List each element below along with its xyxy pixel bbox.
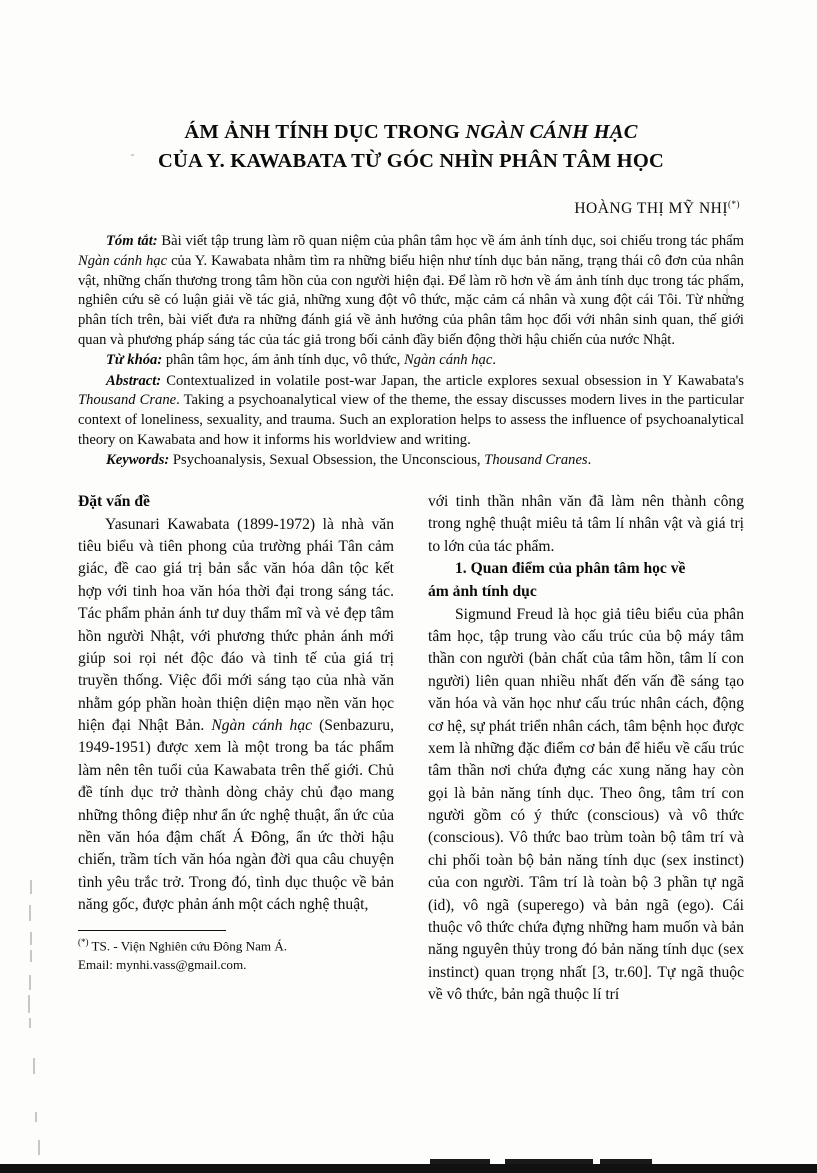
scan-artifact-mark [38,1140,40,1155]
left-col-p1-text-1: Yasunari Kawabata (1899-1972) là nhà văn tiêu biểu và tiên phong của trường phái Tân cảm giác, đề cao giá trị bản sắc văn hóa dân tộc kết hợp với tinh hoa văn hóa thời đại trong sáng tác. Tác phẩm phản ánh tư duy thẩm mĩ và vẻ đẹp tâm hồn người Nhật, với phương thức phản ánh mới giúp soi rọi nét độc đáo và tinh tế của giá trị truyền thống. Việc đổi mới sáng tạo của nhà văn nhằm góp phần hoàn thiện diện mạo nền văn học hiện đại Nhật Bản. [78,515,394,735]
scan-bottom-nick [505,1159,593,1164]
section-heading-1-line-2: ám ảnh tính dục [428,582,537,600]
author-footnote-marker: (*) [728,199,740,210]
keywords-english [78,451,744,471]
footnote-line-1 [78,936,336,956]
title-line-1-plain: ÁM ẢNH TÍNH DỤC TRONG [184,121,466,143]
article-title [78,0,744,176]
abstract-english [78,372,744,451]
keywords-vi-label: Từ khóa: [106,352,163,369]
keywords-en-work-title: Thousand Cranes [484,452,588,469]
scan-bottom-nick [430,1159,490,1164]
right-column-paragraph-1: Sigmund Freud là học giả tiêu biểu của phân tâm học, tập trung vào cấu trúc của bộ máy tâm thần con người (bản chất của tâm hồn, tâm lí con người) liên quan nhiều nhất đến vấn đề sáng tạo văn hóa và văn học như cấu trúc nhân cách, động cơ hệ, sự phát triển nhân cách, tâm bệnh học được xem là những đặc điểm cơ bản để hiểu về cấu trúc tâm thần nơi chứa đựng các xung năng hay còn gọi là bản năng tính dục. Theo ông, tâm trí con người gồm có ý thức (conscious) và vô thức (conscious). Vô thức bao trùm toàn bộ tâm trí và chi phối toàn bộ bản năng tính dục (sex instinct) của con người. Tâm trí là toàn bộ 3 phần tự ngã (id), vô ngã (superego) và bản ngã (ego). Cái thuộc vô thức chứa đựng những ham muốn và bản năng nguyên thủy trong đó bản năng tính dục (sex instinct) quan trọng nhất [3, tr.60]. Tự ngã thuộc về vô thức, bản ngã thuộc lí trí [428,605,744,1004]
right-column [428,491,744,1007]
scan-bottom-nick [600,1159,652,1164]
abstract-vi-label: Tóm tắt: [106,233,158,250]
section-heading-dat-van-de: Đặt vấn đề [78,492,150,510]
abstract-en-work-title: Thousand Crane [78,392,177,409]
abstract-en-label: Abstract: [106,372,162,389]
title-line-2: CỦA Y. KAWABATA TỪ GÓC NHÌN PHÂN TÂM HỌC [158,150,664,173]
keywords-en-text-1: Psychoanalysis, Sexual Obsession, the Unconscious, [169,452,485,469]
keywords-vi-work-title: Ngàn cánh hạc [403,352,493,369]
body-columns [78,491,744,1007]
right-column-paragraph-continued: với tinh thần nhân văn đã làm nên thành công trong nghệ thuật miêu tả tâm lí nhân vật và giá trị to lớn của tác phẩm. [428,492,744,555]
scan-artifact-mark [28,995,30,1013]
footnote-block [78,930,336,975]
abstract-vi-text-1: Bài viết tập trung làm rõ quan niệm của phân tâm học về ám ảnh tính dục, soi chiếu trong tác phẩm [157,233,744,250]
left-col-p1-work-title: Ngàn cánh hạc [211,717,313,735]
abstract-section [78,232,744,471]
left-column [78,491,394,1007]
abstract-en-text-1: Contextualized in volatile post-war Japan, the article explores sexual obsession in Y Kawabata's [161,372,744,389]
author-byline [78,199,744,218]
page-content [78,0,744,1006]
abstract-vietnamese [78,232,744,350]
scan-artifact-mark [30,932,32,945]
title-line-1-italic-work: NGÀN CÁNH HẠC [465,121,638,143]
keywords-vietnamese [78,351,744,371]
keywords-en-text-2: . [587,452,592,469]
title-line-1 [78,118,744,147]
keywords-vi-text-1: phân tâm học, ám ảnh tính dục, vô thức, [162,352,404,369]
scan-artifact-mark [29,1018,31,1028]
scan-artifact-mark [30,880,32,894]
abstract-vi-text-2: của Y. Kawabata nhằm tìm ra những biểu hiện như tính dục bản năng, trạng thái cô đơn của nhân vật, những chấn thương trong tâm hồn của con người hiện đại. Để làm rõ hơn về ám ảnh tính dục trong tác phẩm, nghiên cứu sẽ có luận giải về tác giả, những xung đột vô thức, mặc cảm cá nhân và xung đột cái Tôi. Từ những phân tích trên, bài viết đưa ra những đánh giá về ảnh hưởng của phân tâm học đối với nhân sinh quan, thế giới quan và phương pháp sáng tác của tác giả trong bối cảnh đầy biến động thời hậu chiến của nước Nhật. [78,253,744,348]
scan-bottom-edge [0,1164,817,1173]
abstract-vi-work-title: Ngàn cánh hạc [78,253,168,269]
keywords-vi-text-2: . [492,352,496,369]
scan-artifact-mark [29,975,31,990]
footnote-line-2: Email: mynhi.vass@gmail.com. [78,957,247,973]
scan-artifact-mark [33,1058,35,1074]
section-heading-1-line-1: 1. Quan điểm của phân tâm học về [455,560,686,577]
footnote-marker: (*) [78,937,89,948]
left-col-p1-text-2: (Senbazuru, 1949-1951) được xem là một trong ba tác phẩm làm nên tên tuổi của Kawabata trên thế giới. Chủ đề tính dục trở thành dòng chảy chủ đạo mang những thông điệp như ẩn ức nghệ thuật, ẩn ức của nền văn hóa đậm chất Á Đông, ẩn ức thời hậu chiến, trầm tích văn hóa ngàn đời qua câu chuyện tình yêu trắc trở. Trong đó, tình dục thuộc về bản năng gốc, được phản ánh một cách nghệ thuật, [78,717,394,914]
footnote-rule [78,930,226,931]
keywords-en-label: Keywords: [106,452,170,469]
author-name: HOÀNG THỊ MỸ NHỊ [574,200,728,218]
scan-artifact-mark [29,905,31,921]
left-column-paragraph-1 [78,514,394,917]
footnote-affiliation: TS. - Viện Nghiên cứu Đông Nam Á. [88,938,288,954]
abstract-en-text-2: . Taking a psychoanalytical view of the theme, the essay discusses modern lives in the particular context of loneliness, sexuality, and trauma. Such an exploration helps to assess the influence of psychoanalytical theory on Kawabata and how it informs his worldview and writing. [78,392,745,448]
scan-artifact-mark [35,1112,37,1122]
scan-artifact-mark [30,950,32,962]
